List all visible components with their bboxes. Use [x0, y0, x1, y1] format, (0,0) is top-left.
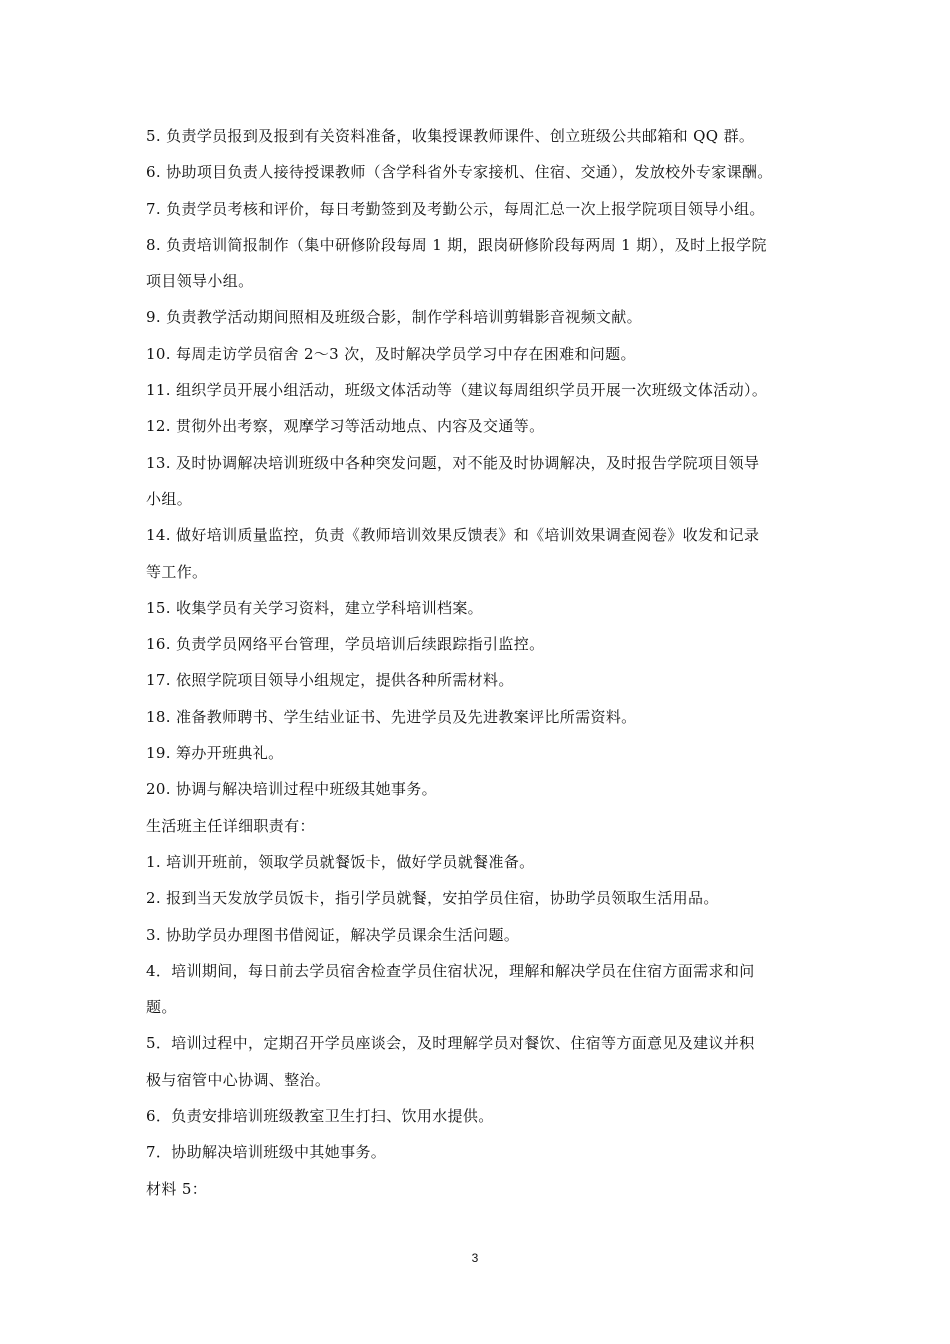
section-heading: 生活班主任详细职责有：	[146, 816, 315, 835]
text-line: 项目领导小组。	[146, 272, 254, 291]
text-line: 11. 组织学员开展小组活动，班级文体活动等（建议每周组织学员开展一次班级文体活动）。	[146, 381, 768, 400]
page-number: 3	[471, 1251, 479, 1265]
text-line: 等工作。	[146, 562, 208, 581]
text-line: 12. 贯彻外出考察，观摩学习等活动地点、内容及交通等。	[146, 417, 545, 436]
text-line: 4．培训期间，每日前去学员宿舍检查学员住宿状况，理解和解决学员在住宿方面需求和问	[146, 961, 755, 980]
text-line: 3. 协助学员办理图书借阅证，解决学员课余生活问题。	[146, 925, 520, 944]
document-body	[146, 118, 816, 1207]
text-line: 15. 收集学员有关学习资料，建立学科培训档案。	[146, 598, 484, 617]
text-line: 14. 做好培训质量监控，负责《教师培训效果反馈表》和《培训效果调查阅卷》收发和记录	[146, 526, 760, 545]
text-line: 1. 培训开班前，领取学员就餐饭卡，做好学员就餐准备。	[146, 852, 535, 871]
text-line: 5. 负责学员报到及报到有关资料准备，收集授课教师课件、创立班级公共邮箱和 QQ 群。	[146, 127, 755, 145]
text-line: 16. 负责学员网络平台管理，学员培训后续跟踪指引监控。	[146, 635, 545, 654]
section-heading: 材料 5：	[146, 1179, 208, 1198]
text-line: 18. 准备教师聘书、学生结业证书、先进学员及先进教案评比所需资料。	[146, 707, 637, 726]
text-line: 极与宿管中心协调、整治。	[146, 1070, 331, 1089]
text-line: 10. 每周走访学员宿舍 2～3 次，及时解决学员学习中存在困难和问题。	[146, 344, 636, 363]
text-line: 13. 及时协调解决培训班级中各种突发问题，对不能及时协调解决，及时报告学院项目领导	[146, 453, 760, 472]
text-line: 小组。	[146, 489, 193, 508]
text-line: 19. 筹办开班典礼。	[146, 744, 284, 763]
text-line: 8. 负责培训简报制作（集中研修阶段每周 1 期，跟岗研修阶段每两周 1 期），及时上报学院	[146, 235, 767, 254]
text-line: 2. 报到当天发放学员饭卡，指引学员就餐，安拍学员住宿，协助学员领取生活用品。	[146, 889, 719, 908]
text-line: 题。	[146, 998, 177, 1017]
text-line: 6. 协助项目负责人接待授课教师（含学科省外专家接机、住宿、交通），发放校外专家课酬。	[146, 163, 773, 182]
text-line: 20. 协调与解决培训过程中班级其她事务。	[146, 780, 437, 799]
text-line: 5．培训过程中，定期召开学员座谈会，及时理解学员对餐饮、住宿等方面意见及建议并积	[146, 1034, 755, 1053]
text-line: 17. 依照学院项目领导小组规定，提供各种所需材料。	[146, 671, 514, 690]
text-line: 9. 负责教学活动期间照相及班级合影，制作学科培训剪辑影音视频文献。	[146, 308, 642, 327]
text-line: 7．协助解决培训班级中其她事务。	[146, 1143, 387, 1162]
text-line: 7. 负责学员考核和评价，每日考勤签到及考勤公示，每周汇总一次上报学院项目领导小组。	[146, 199, 765, 218]
text-line: 6．负责安排培训班级教室卫生打扫、饮用水提供。	[146, 1107, 494, 1126]
